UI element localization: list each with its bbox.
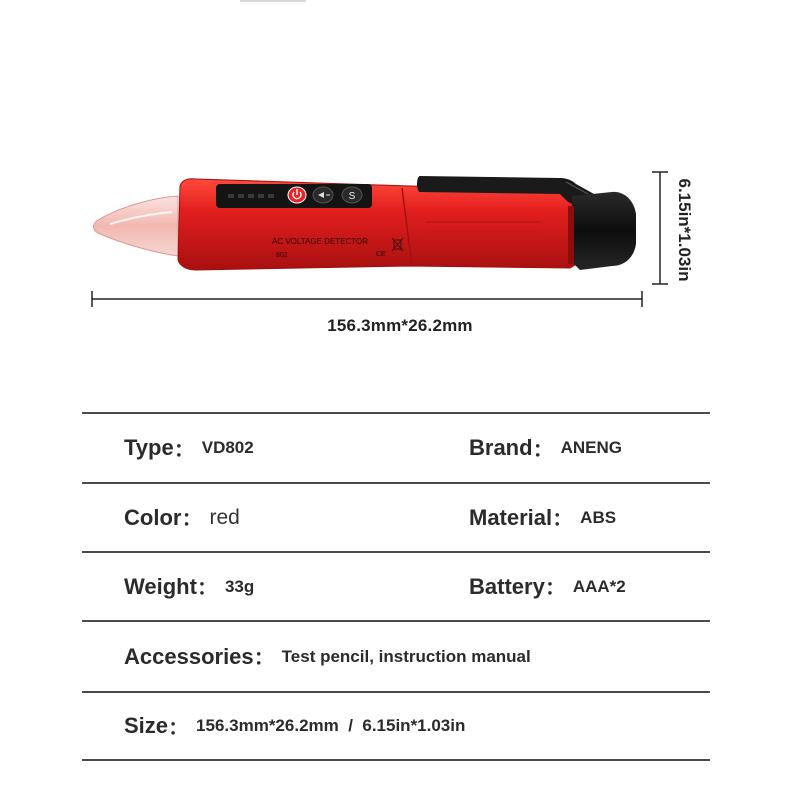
recycle-bin-icon	[392, 238, 403, 251]
spec-colon: ：	[168, 714, 191, 740]
spec-colon: ：	[552, 506, 575, 531]
spec-accessories	[124, 622, 531, 691]
s-button	[342, 187, 362, 203]
spec-colon: ：	[173, 436, 196, 462]
spec-label: Color	[124, 504, 182, 530]
spec-colon: ：	[544, 575, 567, 600]
spec-label: Type	[124, 435, 174, 460]
spec-colon: ：	[253, 645, 276, 670]
spec-size	[124, 693, 465, 759]
spec-row	[82, 412, 710, 482]
spec-label: Brand	[469, 435, 533, 460]
spec-table	[82, 412, 710, 761]
ce-mark: CE	[376, 251, 386, 258]
spec-label: Battery	[469, 573, 545, 599]
spec-value: 33g	[224, 576, 255, 596]
spec-value: ANENG	[560, 438, 622, 457]
probe-tip	[94, 196, 179, 256]
flashlight-icon	[313, 187, 333, 203]
spec-value: ABS	[580, 507, 617, 527]
spec-color	[124, 484, 240, 551]
spec-row	[82, 691, 710, 761]
spec-weight	[124, 553, 254, 620]
power-icon	[288, 187, 306, 203]
spec-row	[82, 620, 710, 691]
length-dimension-label: 156.3mm*26.2mm	[327, 316, 473, 335]
s-button-label: S	[348, 191, 356, 202]
spec-colon: ：	[532, 436, 555, 462]
spec-label: Size	[124, 713, 169, 738]
spec-row	[82, 482, 710, 551]
spec-colon: ：	[181, 506, 204, 531]
spec-battery	[469, 553, 626, 620]
spec-colon: ：	[196, 575, 219, 600]
spec-value: 156.3mm*26.2mm / 6.15in*1.03in	[196, 716, 466, 735]
spec-material	[469, 484, 616, 551]
spec-label: Material	[469, 504, 553, 530]
spec-label: Weight	[124, 573, 197, 599]
spec-value: AAA*2	[572, 576, 626, 596]
spec-label: Accessories	[124, 643, 254, 669]
end-cap	[572, 192, 636, 270]
model-label: 802	[276, 252, 288, 259]
spec-type	[124, 414, 254, 482]
body-label: AC VOLTAGE DETECTOR	[272, 237, 369, 246]
spec-brand	[469, 414, 622, 482]
imperial-dimension-label: 6.15in*1.03in	[675, 178, 694, 282]
spec-row	[82, 551, 710, 620]
spec-value: red	[209, 505, 240, 529]
spec-value: Test pencil, instruction manual	[281, 646, 531, 666]
spec-value: VD802	[201, 438, 254, 457]
